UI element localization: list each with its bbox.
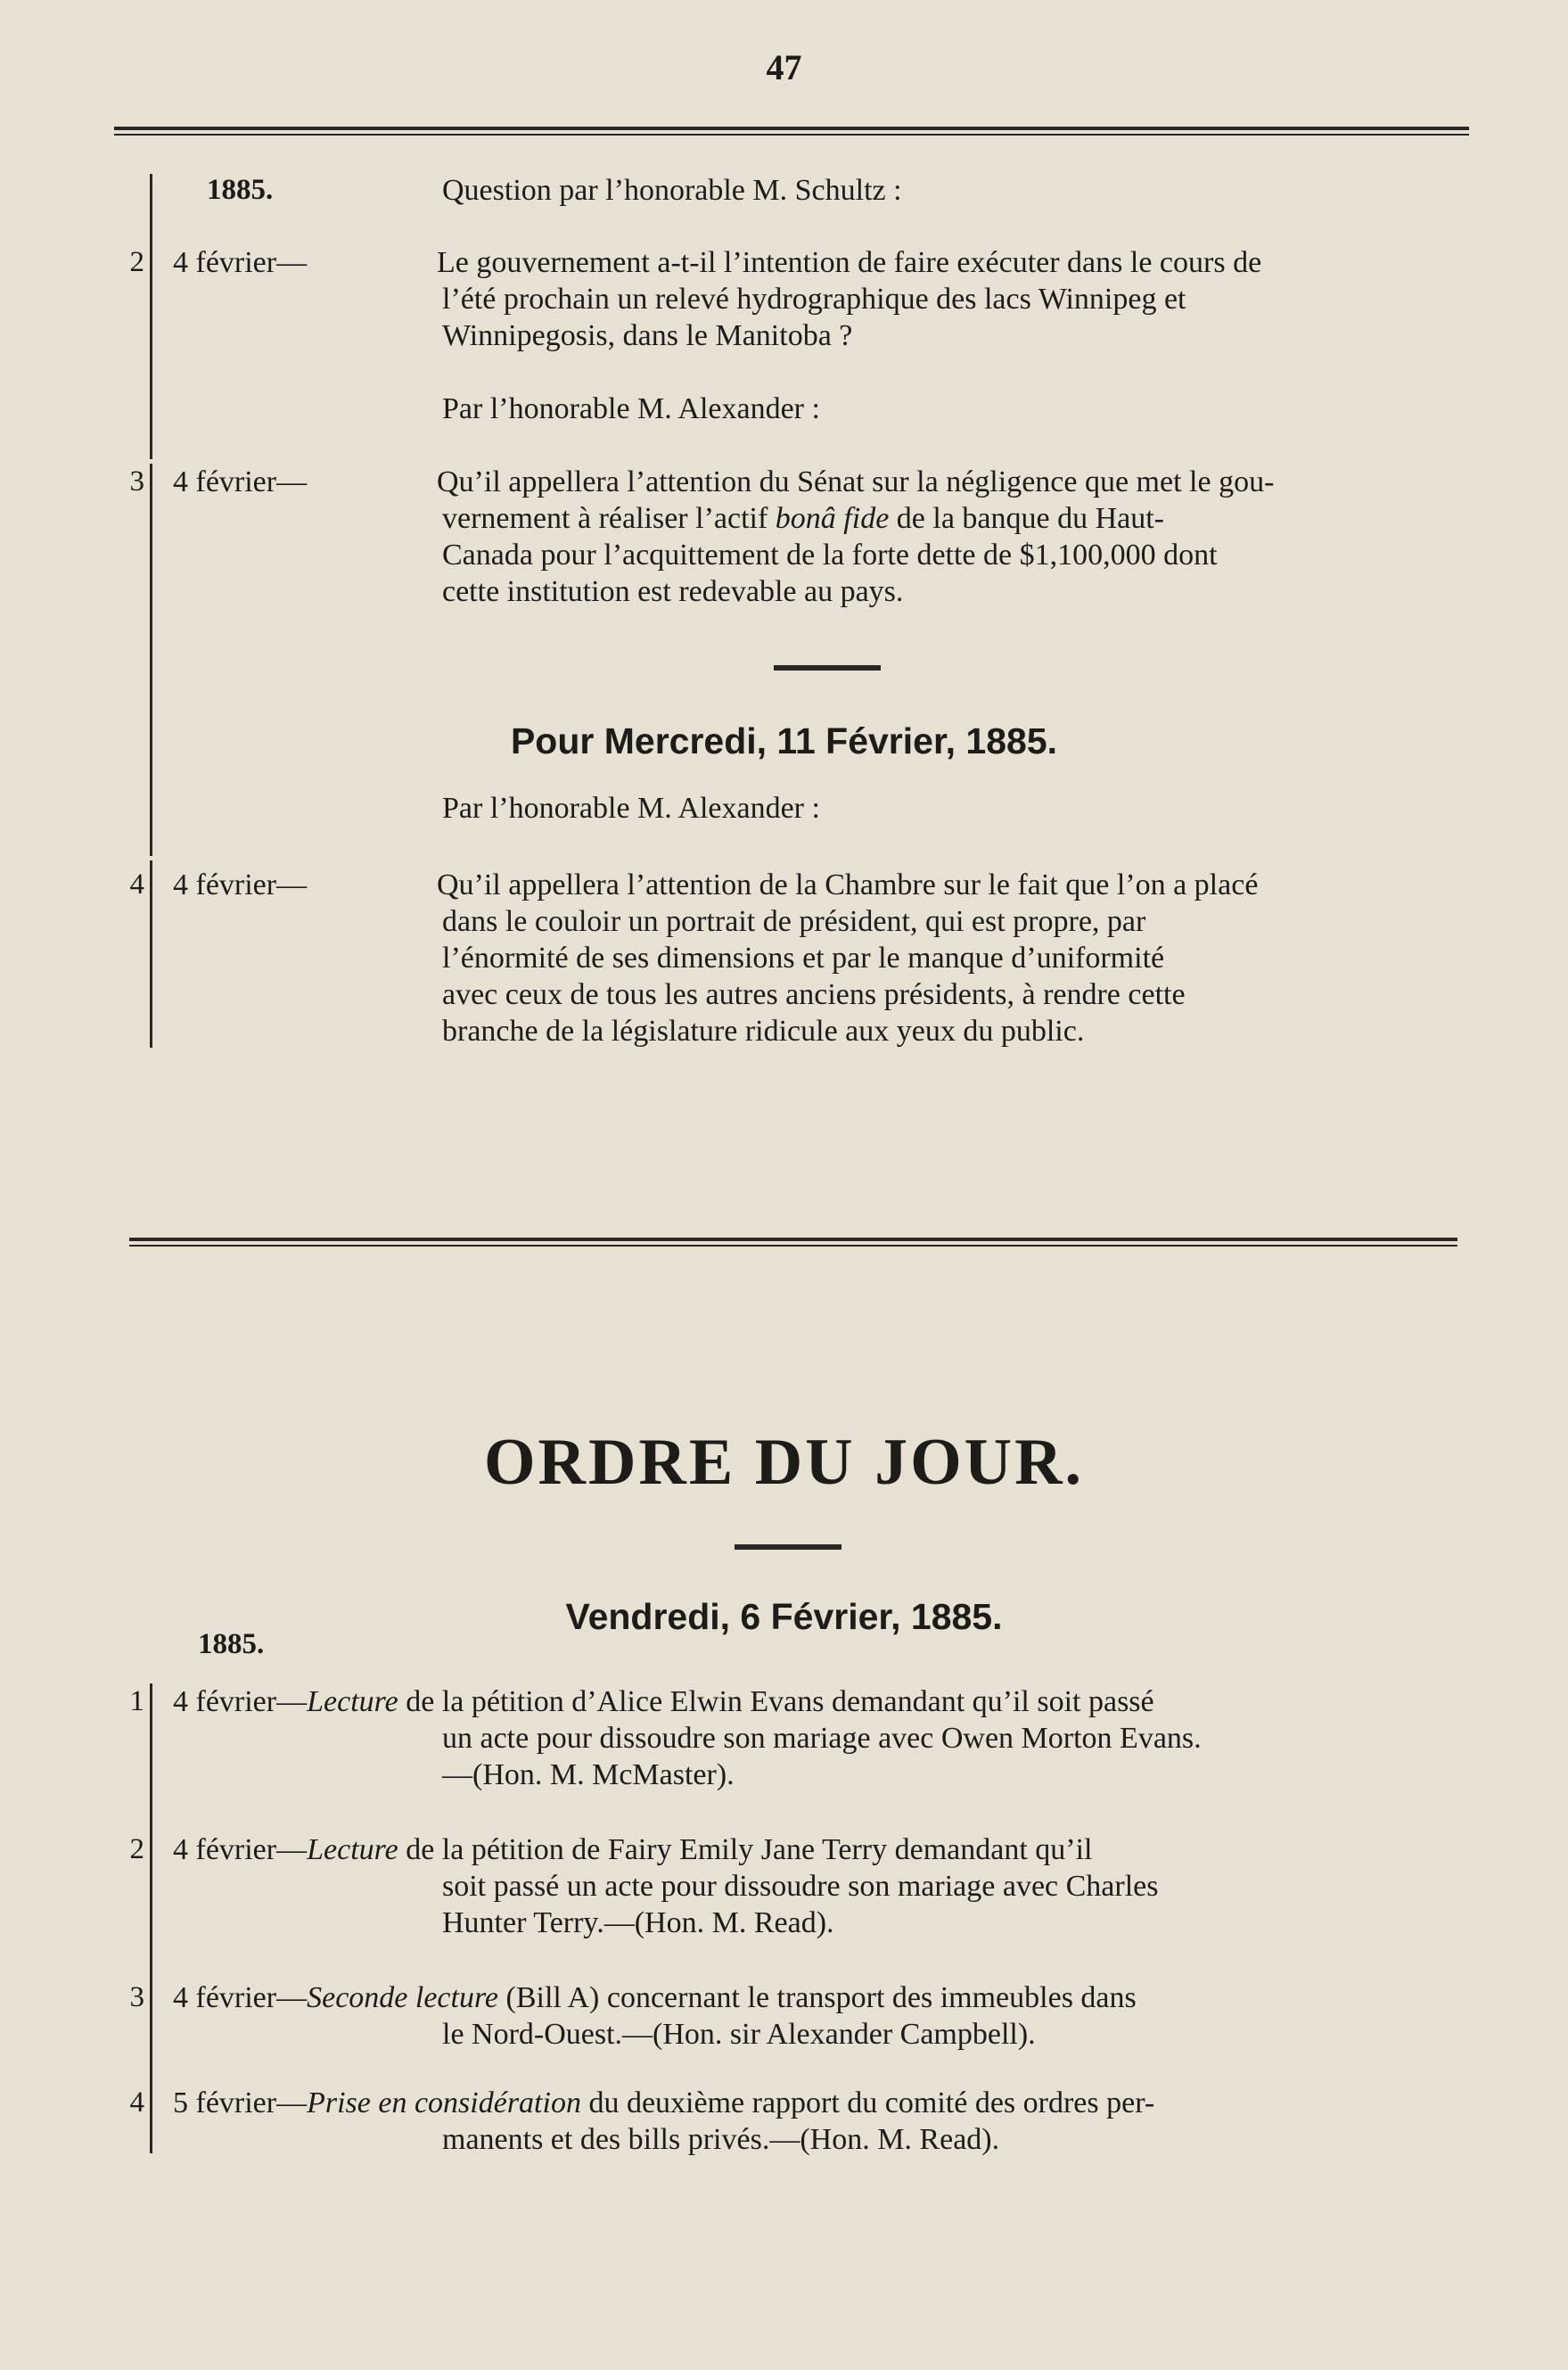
middle-rule: [129, 1238, 1457, 1247]
motion-entry: 4 février— Qu’il appellera l’attention de la Chambre sur le fait que l’on a placé dans le couloir un portrait de président, qui est propre, par l’énormité de ses dimensions et par le manque d’uniformité avec ceux de tous les autres anciens présidents, à rendre cette branche de la législature ridicule aux yeux du public.: [173, 868, 1259, 1048]
question-intro: Question par l’honorable M. Schultz :: [442, 174, 902, 207]
day-heading: Vendredi, 6 Février, 1885.: [565, 1596, 1003, 1637]
motion-intro: Par l’honorable M. Alexander :: [442, 392, 820, 425]
order-item: 4 février—Lecture de la pétition de Fairy Emily Jane Terry demandant qu’il soit passé un acte pour dissoudre son mariage avec Charles Hunter Terry.—(Hon. M. Read).: [173, 1833, 1159, 1939]
wednesday-heading: Pour Mercredi, 11 Février, 1885.: [510, 720, 1058, 761]
entry-number: 2: [129, 246, 144, 278]
entry-number: 4: [129, 868, 144, 901]
margin-bar: [150, 2006, 152, 2153]
order-number: 1: [129, 1685, 144, 1717]
year-label: 1885.: [198, 1628, 265, 1660]
order-item: 4 février—Seconde lecture (Bill A) concernant le transport des immeubles dans le Nord-Ouest.—(Hon. sir Alexander Campbell).: [173, 1981, 1137, 2051]
entry-number: 3: [129, 465, 144, 498]
order-date: 5 février—: [173, 2086, 308, 2119]
margin-bar: [150, 174, 152, 459]
order-date: 4 février—: [173, 1685, 308, 1718]
entry-date: 4 février—: [173, 246, 308, 279]
page-number: 47: [766, 47, 802, 87]
motion-intro: Par l’honorable M. Alexander :: [442, 792, 820, 825]
order-date: 4 février—: [173, 1981, 308, 2014]
order-item: 4 février—Lecture de la pétition d’Alice Elwin Evans demandant qu’il soit passé un acte pour dissoudre son mariage avec Owen Morton Evans. —(Hon. M. McMaster).: [173, 1685, 1202, 1791]
entry-date: 4 février—: [173, 868, 308, 901]
top-rule: [114, 127, 1469, 136]
order-number: 3: [129, 1981, 144, 2013]
order-number: 2: [129, 1833, 144, 1865]
ordre-du-jour-title: ORDRE DU JOUR.: [483, 1426, 1085, 1499]
section-divider: [774, 665, 881, 671]
question-entry: 4 février— Le gouvernement a-t-il l’intention de faire exécuter dans le cours de l’été prochain un relevé hydrographique des lacs Winnipeg et Winnipegosis, dans le Manitoba ?: [173, 246, 1262, 352]
order-item: 5 février—Prise en considération du deuxième rapport du comité des ordres per- manents et des bills privés.—(Hon. M. Read).: [173, 2086, 1155, 2156]
entry-date: 4 février—: [173, 465, 308, 498]
order-date: 4 février—: [173, 1833, 308, 1866]
year-label: 1885.: [207, 174, 274, 206]
title-divider: [735, 1544, 841, 1550]
order-number: 4: [129, 2086, 144, 2119]
motion-entry: 4 février— Qu’il appellera l’attention du Sénat sur la négligence que met le gou- vernement à réaliser l’actif bonâ fide de la banque du Haut- Canada pour l’acquittement de la forte dette de $1,100,000 dont cette institution est redevable au pays.: [173, 465, 1275, 608]
margin-bar: [150, 464, 152, 856]
margin-bar: [150, 860, 152, 1048]
